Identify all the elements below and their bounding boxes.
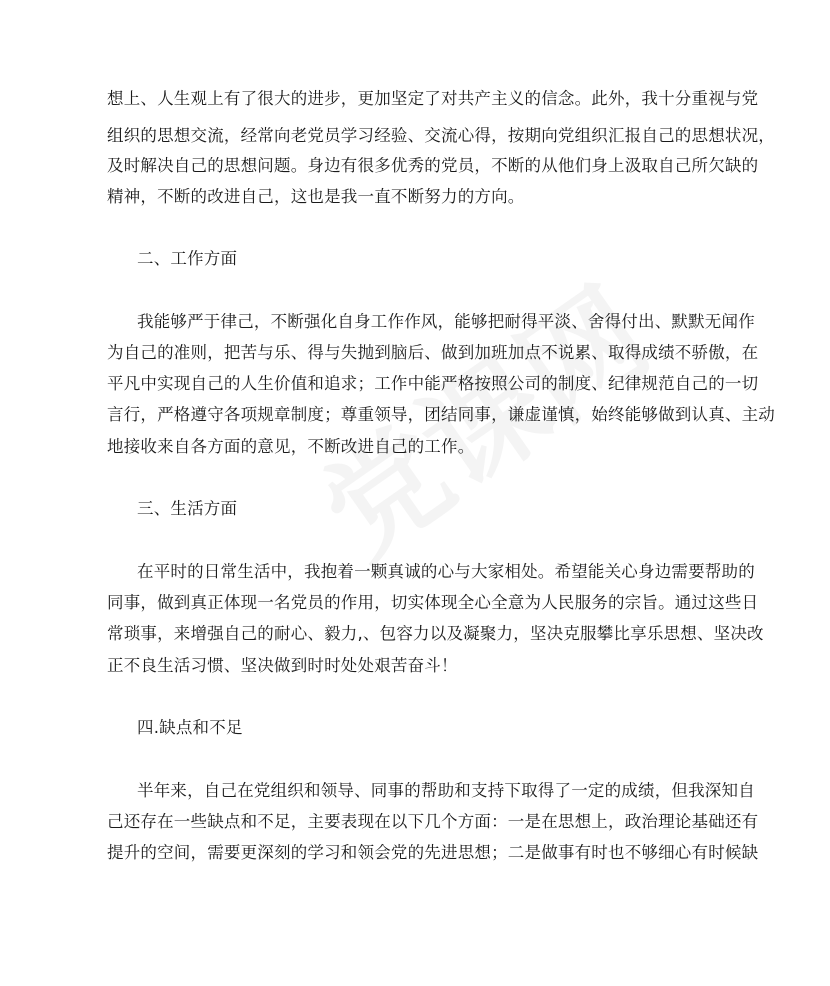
paragraph-line: 半年来，自己在党组织和领导、同事的帮助和支持下取得了一定的成绩，但我深知自 xyxy=(137,781,755,800)
paragraph-line: 平凡中实现自己的人生价值和追求；工作中能严格按照公司的制度、纪律规范自己的一切 xyxy=(107,374,759,393)
section-heading-shortcomings: 四.缺点和不足 xyxy=(137,718,243,737)
paragraph-line: 言行，严格遵守各项规章制度；尊重领导，团结同事，谦虚谨慎，始终能够做到认真、主动 xyxy=(107,405,775,424)
paragraph-line: 常琐事，来增强自己的耐心、毅力,、包容力以及凝聚力，坚决克服攀比享乐思想、坚决改 xyxy=(107,624,764,643)
paragraph-line: 为自己的准则，把苦与乐、得与失抛到脑后、做到加班加点不说累、取得成绩不骄傲，在 xyxy=(107,343,759,362)
section-heading-life: 三、生活方面 xyxy=(137,499,238,518)
paragraph-line: 及时解决自己的思想问题。身边有很多优秀的党员，不断的从他们身上汲取自己所欠缺的 xyxy=(107,156,759,175)
paragraph-line: 我能够严于律己，不断强化自身工作作风，能够把耐得平淡、舍得付出、默默无闻作 xyxy=(137,312,755,331)
paragraph-line: 己还存在一些缺点和不足，主要表现在以下几个方面：一是在思想上，政治理论基础还有 xyxy=(107,812,759,831)
paragraph-line: 精神，不断的改进自己，这也是我一直不断努力的方向。 xyxy=(107,187,525,206)
paragraph-line: 提升的空间，需要更深刻的学习和领会党的先进思想；二是做事有时也不够细心有时候缺 xyxy=(107,843,759,862)
paragraph-line: 在平时的日常生活中，我抱着一颗真诚的心与大家相处。希望能关心身边需要帮助的 xyxy=(137,562,755,581)
paragraph-line: 地接收来自各方面的意见，不断改进自己的工作。 xyxy=(107,437,475,456)
paragraph-line: 组织的思想交流，经常向老党员学习经验、交流心得，按期向党组织汇报自己的思想状况， xyxy=(107,126,775,145)
paragraph-line: 想上、人生观上有了很大的进步，更加坚定了对共产主义的信念。此外，我十分重视与党 xyxy=(107,89,759,108)
section-heading-work: 二、工作方面 xyxy=(137,249,238,268)
paragraph-line: 同事，做到真正体现一名党员的作用，切实体现全心全意为人民服务的宗旨。通过这些日 xyxy=(107,593,759,612)
paragraph-line: 正不良生活习惯、坚决做到时时处处艰苦奋斗！ xyxy=(107,656,458,675)
